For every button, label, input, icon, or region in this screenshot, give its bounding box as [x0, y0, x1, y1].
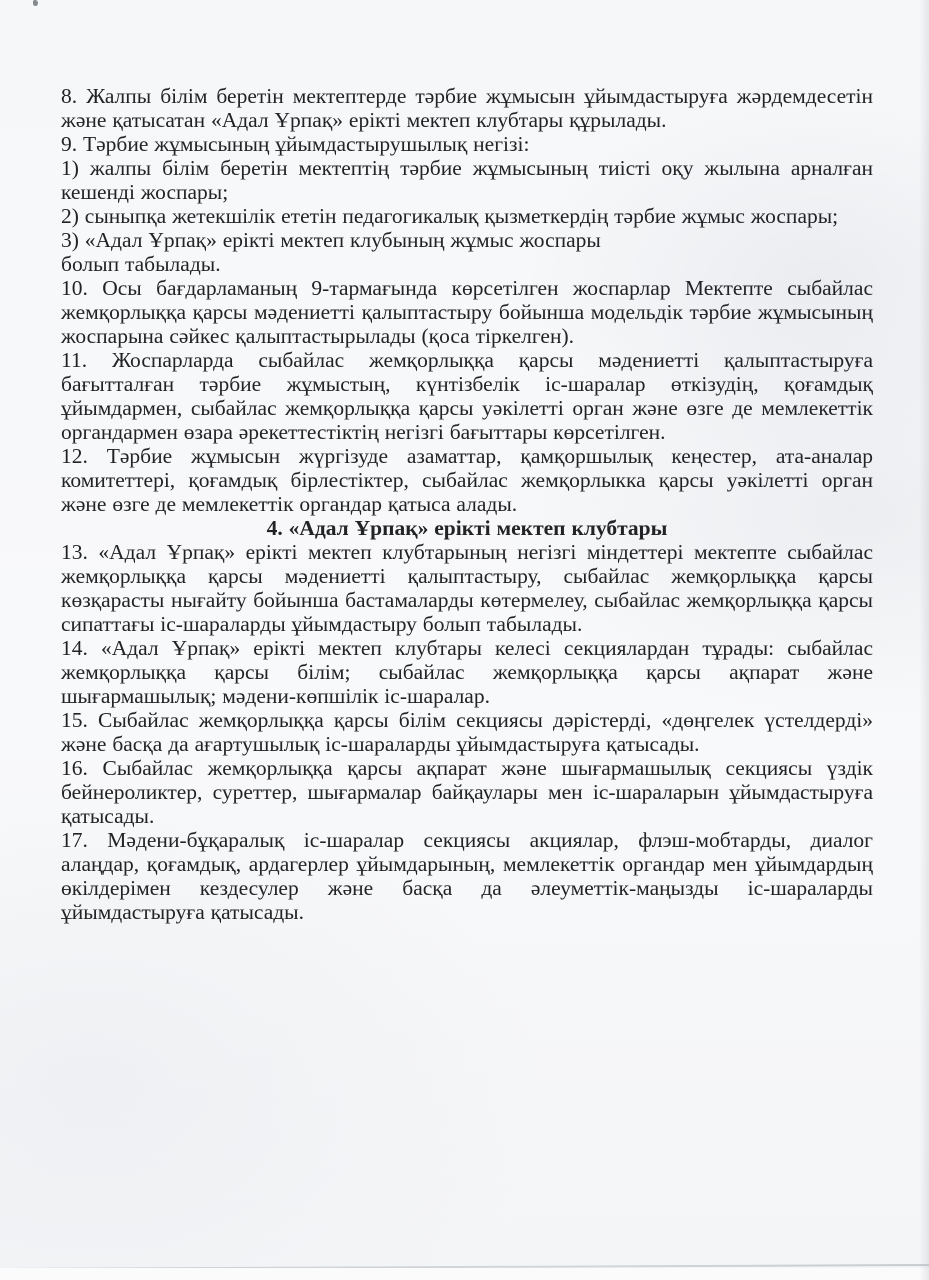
paragraph-17: 17. Мәдени-бұқаралық іс-шаралар секциясы акциялар, флэш-мобтарды, диалог алаңдар, қоғамдық, ардагерлер ұйымдарының, мемлекеттік органдар мен ұйымдардың өкілдерімен кездесулер және басқа да әлеуметтік-маңызды іс-шараларды ұйымдастыруға қатысады.: [61, 828, 873, 924]
paragraph-13: 13. «Адал Ұрпақ» ерікті мектеп клубтарының негізгі міндеттері мектепте сыбайлас жемқорлыққа қарсы мәдениетті қалыптастыру, сыбайлас жемқорлыққа қарсы көзқарасты нығайту бойынша бастамаларды көтермелеу, сыбайлас жемқорлыққа қарсы сипаттағы іс-шараларды ұйымдастыру болып табылады.: [61, 540, 873, 636]
paragraph-9: 9. Тәрбие жұмысының ұйымдастырушылық негізі:: [61, 132, 530, 156]
paragraph-8: 8. Жалпы білім беретін мектептерде тәрбие жұмысын ұйымдастыруға жәрдемдесетін және қатысатан «Адал Ұрпақ» ерікті мектеп клубтары құрылады.: [61, 84, 873, 132]
document-text-block: [61, 84, 873, 924]
paragraph-12: 12. Тәрбие жұмысын жүргізуде азаматтар, қамқоршылық кеңестер, ата-аналар комитеттері, қоғамдық бірлестіктер, сыбайлас жемқорлыкка қарсы уәкілетті орган және өзге де мемлекеттік органдар қатыса алады.: [61, 444, 873, 516]
paragraph-9-item-1: 1) жалпы білім беретін мектептің тәрбие жұмысының тиісті оқу жылына арналған кешенді жоспары;: [61, 156, 873, 204]
paragraph-9-item-3: 3) «Адал Ұрпақ» ерікті мектеп клубының жұмыс жоспары: [61, 228, 601, 252]
scan-bottom-margin: [0, 1268, 929, 1280]
section-4-heading: 4. «Адал Ұрпақ» ерікті мектеп клубтары: [266, 516, 668, 540]
paragraph-11: 11. Жоспарларда сыбайлас жемқорлыққа қарсы мәдениетті қалыптастыруға бағытталған тәрбие жұмыстың, күнтізбелік іс-шаралар өткізудің, қоғамдық ұйымдармен, сыбайлас жемқорлыққа қарсы уәкілетті орган және өзге де мемлекеттік органдармен өзара әрекеттестіктің негізгі бағыттары көрсетілген.: [61, 348, 873, 444]
paragraph-10: 10. Осы бағдарламаның 9-тармағында көрсетілген жоспарлар Мектепте сыбайлас жемқорлыққа қарсы мәдениетті қалыптастыру бойынша модельдік тәрбие жұмысының жоспарына сәйкес қалыптастырылады (қоса тіркелген).: [61, 276, 873, 348]
paragraph-9-closing: болып табылады.: [61, 252, 221, 276]
paragraph-16: 16. Сыбайлас жемқорлыққа қарсы ақпарат және шығармашылық секциясы үздік бейнероликтер, суреттер, шығармалар байқаулары мен іс-шараларын ұйымдастыруға қатысады.: [61, 756, 873, 828]
scan-artifact-speck: [33, 0, 38, 6]
paragraph-9-item-2: 2) сыныпқа жетекшілік ететін педагогикалық қызметкердің тәрбие жұмыс жоспары;: [61, 204, 839, 228]
paragraph-15: 15. Сыбайлас жемқорлыққа қарсы білім секциясы дәрістерді, «дөңгелек үстелдерді» және басқа да ағартушылық іс-шараларды ұйымдастыруға қатысады.: [61, 708, 873, 756]
paragraph-14: 14. «Адал Ұрпақ» ерікті мектеп клубтары келесі секциялардан тұрады: сыбайлас жемқорлыққа қарсы білім; сыбайлас жемқорлыққа қарсы ақпарат және шығармашылық; мәдени-көпшілік іс-шаралар.: [61, 636, 873, 708]
scan-right-edge-shadow: [919, 0, 929, 1280]
